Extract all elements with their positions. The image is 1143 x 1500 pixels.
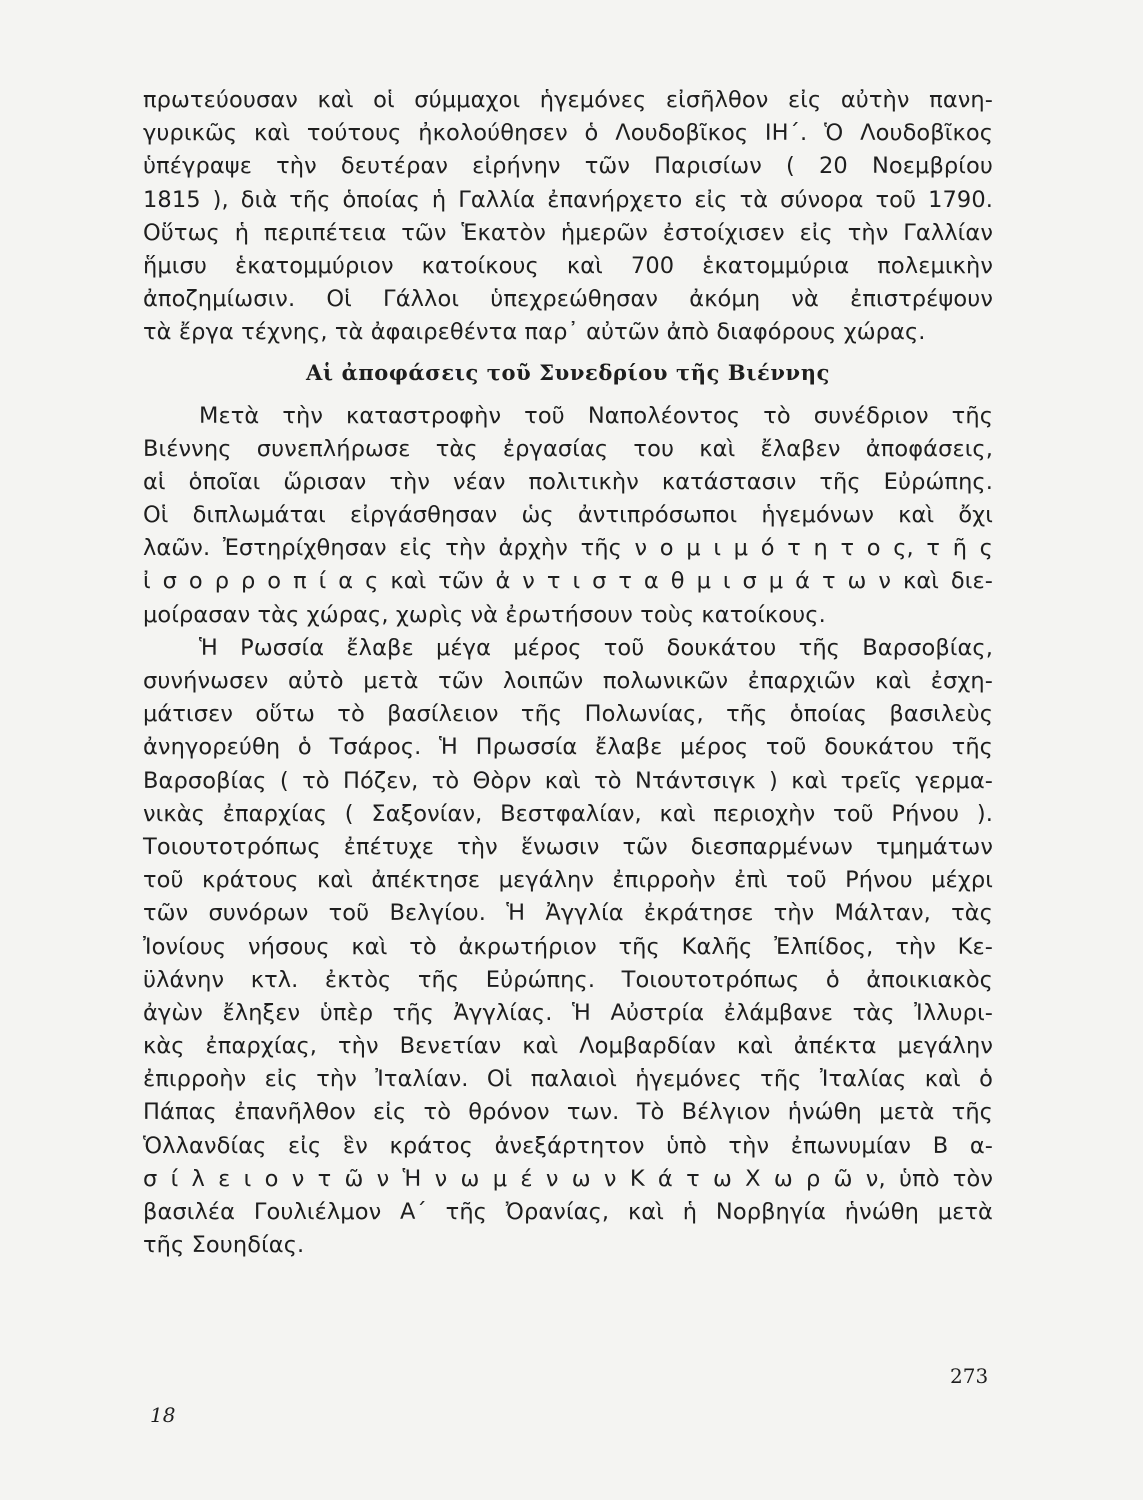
text-line: σ ί λ ε ι ο ν τ ῶ ν Ἡ ν ω μ έ ν ω ν Κ ά τ ω Χ ω ρ ῶ ν, ὑπὸ τὸν [143,1165,993,1192]
text-line: Βαρσοβίας ( τὸ Πόζεν, τὸ Θὸρν καὶ τὸ Ντάντσιγκ ) καὶ τρεῖς γερμα- [143,767,993,794]
text-line: γυρικῶς καὶ τούτους ἠκολούθησεν ὁ Λουδοβῖκος ΙΗ΄. Ὁ Λουδοβῖκος [143,120,993,147]
text-line: Οὕτως ἡ περιπέτεια τῶν Ἑκατὸν ἡμερῶν ἐστοίχισεν εἰς τὴν Γαλλίαν [143,219,993,246]
text-line: Μετὰ τὴν καταστροφὴν τοῦ Ναπολέοντος τὸ συνέδριον τῆς [199,402,993,429]
text-line: τοῦ κράτους καὶ ἀπέκτησε μεγάλην ἐπιρροὴν ἐπὶ τοῦ Ρήνου μέχρι [143,867,993,894]
text-line: ἀνηγορεύθη ὁ Τσάρος. Ἡ Πρωσσία ἔλαβε μέρος τοῦ δουκάτου τῆς [143,734,993,761]
text-line: Ἰονίους νήσους καὶ τὸ ἀκρωτήριον τῆς Καλῆς Ἐλπίδος, τὴν Κε- [143,933,993,960]
text-line: ὑπέγραψε τὴν δευτέραν εἰρήνην τῶν Παρισίων ( 20 Νοεμβρίου [143,153,993,180]
text-line: τῶν συνόρων τοῦ Βελγίου. Ἡ Ἀγγλία ἐκράτησε τὴν Μάλταν, τὰς [143,900,993,927]
text-line: πρωτεύουσαν καὶ οἱ σύμμαχοι ἡγεμόνες εἰσῆλθον εἰς αὐτὴν πανη- [143,87,993,113]
text-line: κὰς ἐπαρχίας, τὴν Βενετίαν καὶ Λομβαρδίαν καὶ ἀπέκτα μεγάλην [143,1033,993,1060]
body-text [143,400,993,1263]
text-line: Οἱ διπλωμάται εἰργάσθησαν ὡς ἀντιπρόσωποι ἡγεμόνων καὶ ὄχι [143,502,993,529]
text-line: ἰ σ ο ρ ρ ο π ί α ς καὶ τῶν ἀ ν τ ι σ τ α θ μ ι σ μ ά τ ω ν καὶ διε- [143,568,993,595]
text-line: συνήνωσεν αὐτὸ μετὰ τῶν λοιπῶν πολωνικῶν ἐπαρχιῶν καὶ ἐσχη- [143,668,993,694]
text-line: Πάπας ἐπανῆλθον εἰς τὸ θρόνον των. Τὸ Βέλγιον ἡνώθη μετὰ τῆς [143,1099,993,1126]
text-line: μάτισεν οὕτω τὸ βασίλειον τῆς Πολωνίας, τῆς ὁποίας βασιλεὺς [143,701,993,728]
page-number: 273 [950,1364,989,1388]
text-line: ἥμισυ ἑκατομμύριον κατοίκους καὶ 700 ἑκατομμύρια πολεμικὴν [143,252,993,279]
text-line: ϋλάνην κτλ. ἐκτὸς τῆς Εὐρώπης. Τοιουτοτρόπως ὁ ἀποικιακὸς [143,966,993,993]
text-line: Τοιουτοτρόπως ἐπέτυχε τὴν ἕνωσιν τῶν διεσπαρμένων τμημάτων [143,833,993,860]
signature-mark: 18 [150,1403,176,1427]
text-line: ἀποζημίωσιν. Οἱ Γάλλοι ὑπεχρεώθησαν ἀκόμη νὰ ἐπιστρέψουν [143,286,993,313]
text-line: Ἡ Ρωσσία ἔλαβε μέγα μέρος τοῦ δουκάτου τῆς Βαρσοβίας, [199,634,993,661]
text-line: Βιέννης συνεπλήρωσε τὰς ἐργασίας του καὶ ἔλαβεν ἀποφάσεις, [143,435,993,462]
text-line: ἀγὼν ἔληξεν ὑπὲρ τῆς Ἀγγλίας. Ἡ Αὐστρία ἐλάμβανε τὰς Ἰλλυρι- [143,999,993,1026]
text-line: βασιλέα Γουλιέλμον Α΄ τῆς Ὀρανίας, καὶ ἡ Νορβηγία ἡνώθη μετὰ [143,1199,993,1225]
text-line: αἱ ὁποῖαι ὥρισαν τὴν νέαν πολιτικὴν κατάστασιν τῆς Εὐρώπης. [143,468,993,495]
text-line: ἐπιρροὴν εἰς τὴν Ἰταλίαν. Οἱ παλαιοὶ ἡγεμόνες τῆς Ἰταλίας καὶ ὁ [143,1066,993,1093]
text-line: νικὰς ἐπαρχίας ( Σαξονίαν, Βεστφαλίαν, καὶ περιοχὴν τοῦ Ρήνου ). [143,800,993,827]
text-line: Ὁλλανδίας εἰς ἓν κράτος ἀνεξάρτητον ὑπὸ τὴν ἐπωνυμίαν Β α- [143,1132,993,1159]
top-paragraph [143,84,993,350]
section-heading: Αἱ ἀποφάσεις τοῦ Συνεδρίου τῆς Βιέννης [306,359,830,385]
text-line: μοίρασαν τὰς χώρας, χωρὶς νὰ ἐρωτήσουν τοὺς κατοίκους. [143,601,826,628]
text-line: τῆς Σουηδίας. [143,1232,305,1259]
text-line: 1815 ), διὰ τῆς ὁποίας ἡ Γαλλία ἐπανήρχετο εἰς τὰ σύνορα τοῦ 1790. [143,186,993,213]
text-line: τὰ ἔργα τέχνης, τὰ ἀφαιρεθέντα παρ᾽ αὐτῶν ἀπὸ διαφόρους χώρας. [143,319,926,346]
page-text [143,84,993,1262]
text-line: λαῶν. Ἐστηρίχθησαν εἰς τὴν ἀρχὴν τῆς ν ο μ ι μ ό τ η τ ο ς, τ ῆ ς [143,535,993,562]
